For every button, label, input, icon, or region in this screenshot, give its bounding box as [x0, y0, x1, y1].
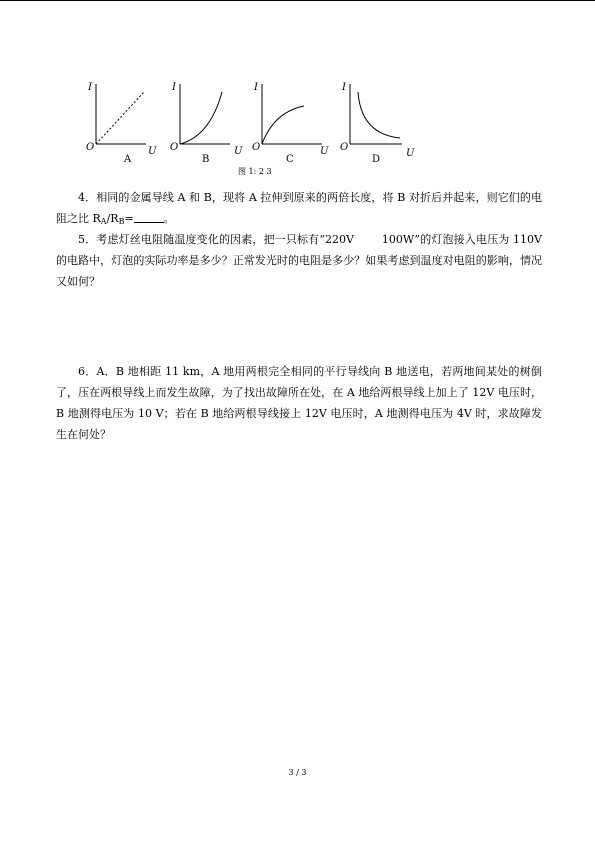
- question-4-sub-a: A: [100, 217, 107, 226]
- graph-c-x-label: U: [320, 146, 329, 157]
- page-number: 3 / 3: [288, 768, 307, 777]
- question-4-equals: =: [124, 212, 134, 225]
- graph-c-y-label: I: [254, 82, 258, 93]
- graph-c-label: C: [286, 154, 294, 165]
- question-6: 6．A．B 地相距 11 km，A 地用两根完全相同的平行导线向 B 地送电，若两地间某处的树倒了，压在两根导线上而发生故障，为了找出故障所在处，在 A 地给两根导线上加上了 12V 电压时，B 地测得电压为 10 V；若在 B 地给两根导线接上 12V 电压时，A 地测得电压为 4V 时，求故障发生在何处？: [56, 365, 542, 441]
- iu-graphs-svg: [82, 78, 422, 180]
- graph-d-origin: O: [340, 142, 349, 153]
- graph-d-x-label: U: [406, 148, 415, 159]
- graph-c-curve: [262, 106, 304, 144]
- question-5-part1: 5．考虑灯丝电阻随温度变化的因素，把一只标有“220V: [78, 233, 354, 246]
- answer-blank: [134, 211, 164, 223]
- graph-d-label: D: [372, 154, 381, 165]
- graph-b-label: B: [202, 154, 210, 165]
- question-4-slash: /R: [106, 212, 119, 225]
- graph-d-curve: [358, 92, 400, 138]
- graph-a-x-label: U: [148, 146, 157, 157]
- graph-b-x-label: U: [234, 146, 243, 157]
- graph-a: [86, 82, 157, 165]
- graph-b-y-label: I: [172, 82, 176, 93]
- question-5: [56, 229, 542, 292]
- question-5-part2: 100W”的灯泡接入电压为 110V 的电路中，灯泡的实际功率是多少？正常发光时的电阻是多少？如果考虑到温度对电阻的影响，情况又如何？: [56, 233, 542, 288]
- graph-a-y-label: I: [88, 82, 92, 93]
- graph-b-curve: [180, 92, 222, 144]
- graph-c: [252, 82, 329, 165]
- question-4-end: 。: [163, 212, 175, 225]
- iu-graph-figure: [82, 78, 422, 180]
- graph-c-origin: O: [252, 142, 261, 153]
- question-4-text: 4．相同的金属导线 A 和 B，现将 A 拉伸到原来的两倍长度，将 B 对折后并起来，则它们的电阻之比 R: [56, 191, 542, 225]
- figure-caption: 图 1: 2 3: [238, 167, 272, 176]
- graph-d: [340, 82, 415, 165]
- graph-a-curve: [96, 92, 144, 144]
- question-4-sub-b: B: [118, 217, 125, 226]
- graph-d-y-label: I: [342, 82, 346, 93]
- graph-a-label: A: [124, 154, 132, 165]
- question-4: [56, 187, 542, 232]
- graph-b: [170, 82, 243, 165]
- graph-b-origin: O: [170, 142, 179, 153]
- graph-a-origin: O: [86, 142, 95, 153]
- top-rule: [0, 0, 595, 1]
